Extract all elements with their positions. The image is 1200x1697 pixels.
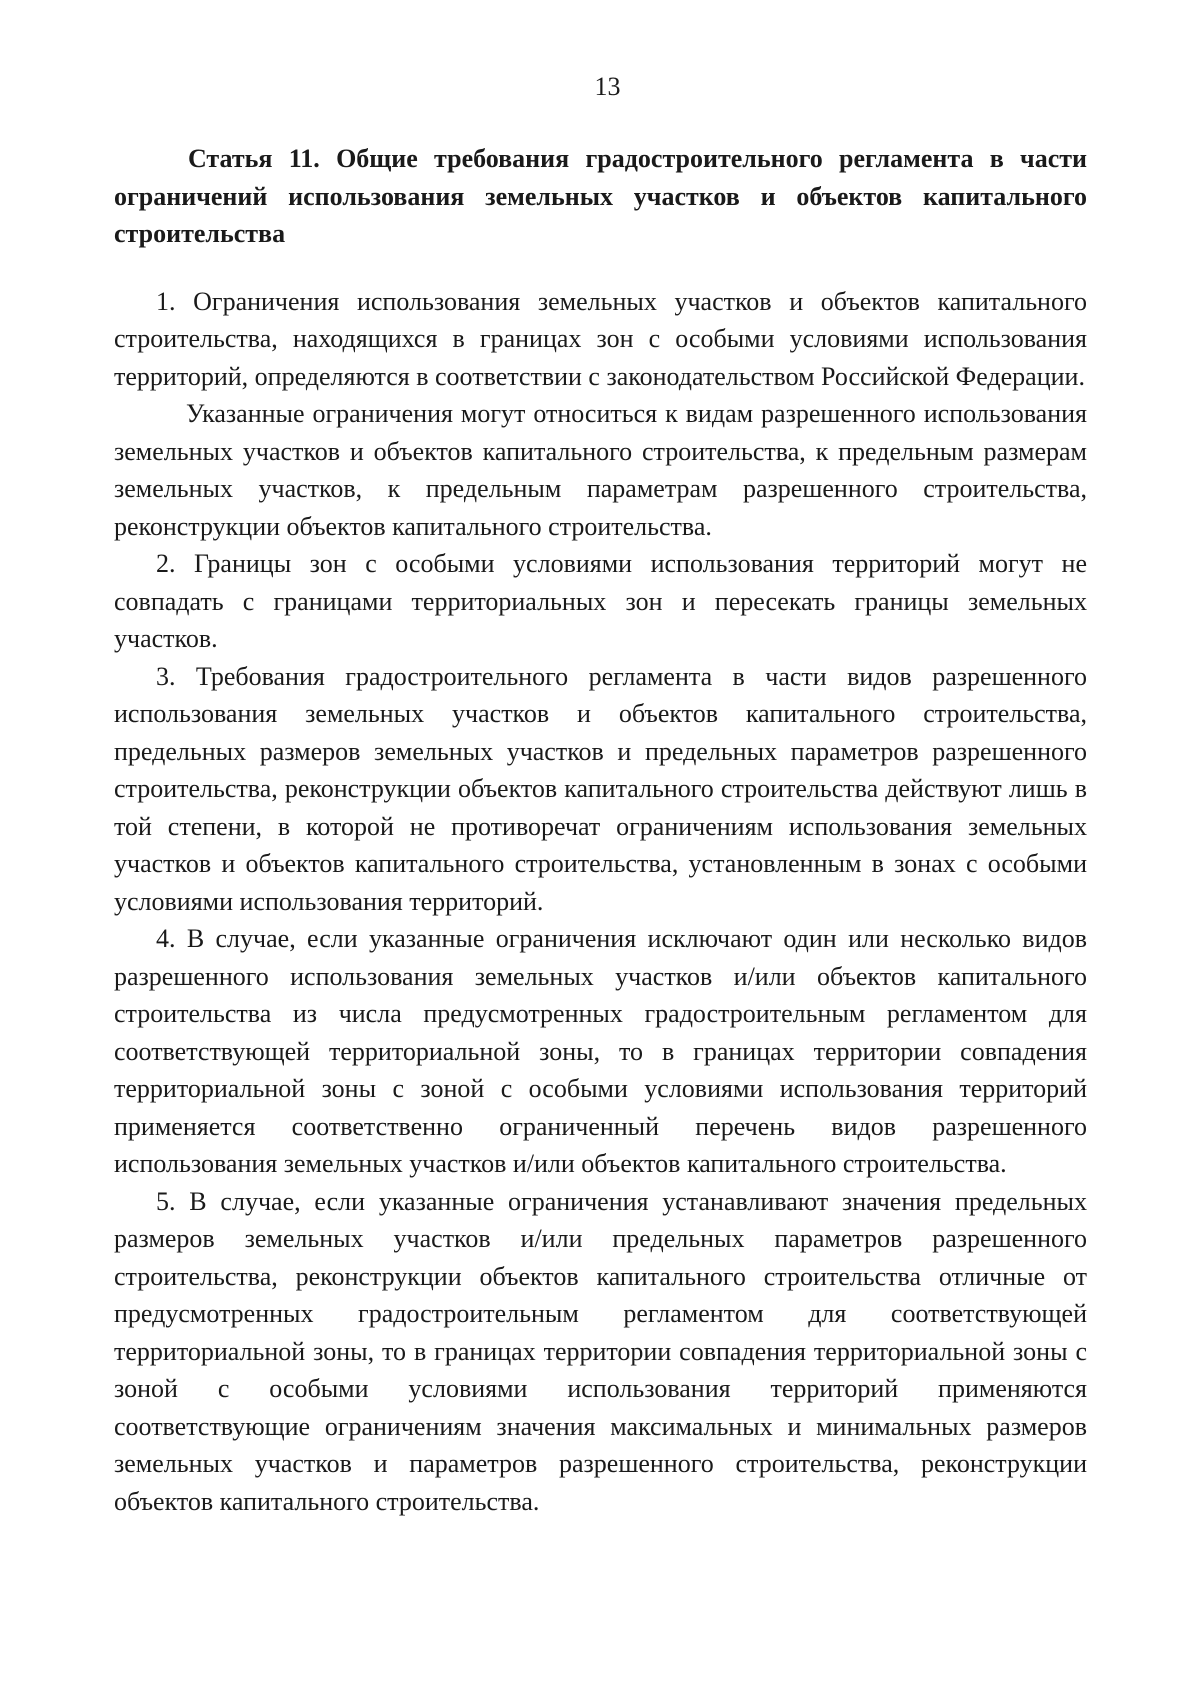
paragraph-5: 5. В случае, если указанные ограничения устанавливают значения предельных размеров земельных участков и/или предельных параметров разрешенного строительства, реконструкции объектов капитального строительства отличные от предусмотренных градостроительным регламентом для соответствующей территориальной зоны, то в границах территории совпадения территориальной зоны с зоной с особыми условиями использования территорий применяются соответствующие ограничениям значения максимальных и минимальных размеров земельных участков и параметров разрешенного строительства, реконструкции объектов капитального строительства. (114, 1186, 1087, 1516)
article-heading: Статья 11. Общие требования градостроительного регламента в части ограничений использования земельных участков и объектов капитального строительства (114, 144, 1087, 248)
paragraph-3: 3. Требования градостроительного регламента в части видов разрешенного использования земельных участков и объектов капитального строительства, предельных размеров земельных участков и предельных параметров разрешенного строительства, реконструкции объектов капитального строительства действуют лишь в той степени, в которой не противоречат ограничениям использования земельных участков и объектов капитального строительства, установленным в зонах с особыми условиями использования территорий. (114, 661, 1087, 916)
paragraph-1-continuation: Указанные ограничения могут относиться к видам разрешенного использования земельных участков и объектов капитального строительства, к предельным размерам земельных участков, к предельным параметрам разрешенного строительства, реконструкции объектов капитального строительства. (114, 399, 1087, 541)
page-number: 13 (594, 72, 621, 101)
paragraph-1: 1. Ограничения использования земельных участков и объектов капитального строительства, находящихся в границах зон с особыми условиями использования территорий, определяются в соответствии с законодательством Российской Федерации. (114, 286, 1087, 391)
paragraph-2: 2. Границы зон с особыми условиями использования территорий могут не совпадать с границами территориальных зон и пересекать границы земельных участков. (114, 549, 1087, 653)
article-body (114, 283, 1087, 1521)
paragraph-4: 4. В случае, если указанные ограничения исключают один или несколько видов разрешенного использования земельных участков и/или объектов капитального строительства из числа предусмотренных градостроительным регламентом для соответствующей территориальной зоны, то в границах территории совпадения территориальной зоны с зоной с особыми условиями использования территорий применяется соответственно ограниченный перечень видов разрешенного использования земельных участков и/или объектов капитального строительства. (114, 924, 1087, 1178)
